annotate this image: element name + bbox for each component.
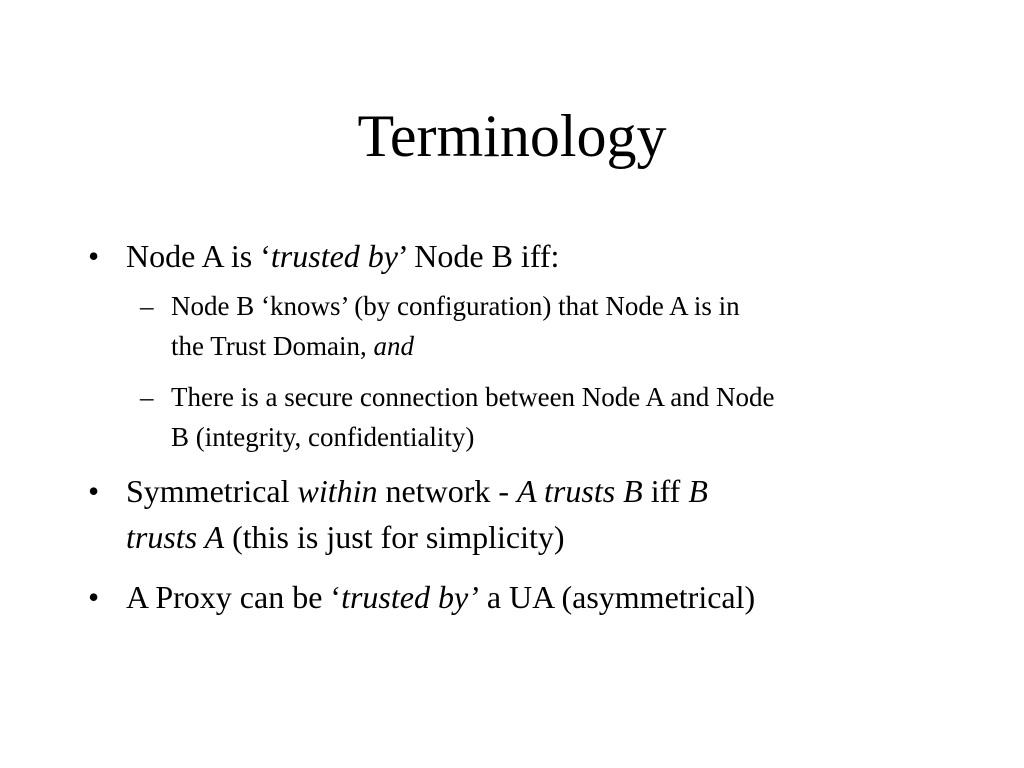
sub-bullet-marker: – xyxy=(140,291,154,321)
bullet-text-segment: a UA (asymmetrical) xyxy=(478,579,756,615)
sub-bullet-marker: – xyxy=(140,382,154,412)
sub-bullet-line: There is a secure connection between Node A and Node xyxy=(171,382,775,412)
bullet-line xyxy=(126,514,906,560)
sub-bullet-line: B (integrity, confidentiality) xyxy=(171,422,475,452)
bullet-text-1 xyxy=(126,233,906,279)
bullet-text-segment: Symmetrical xyxy=(126,473,298,509)
bullet-text-segment: iff xyxy=(642,473,689,509)
sub-bullet-text-segment: the Trust Domain, xyxy=(171,331,374,361)
bullet-text-3 xyxy=(126,574,906,620)
bullet-text-italic-segment: A trusts B xyxy=(517,473,643,509)
sub-bullet-italic-segment: and xyxy=(373,331,415,361)
sub-bullet-line: Node B ‘knows’ (by configuration) that Node A is in xyxy=(171,291,740,321)
bullet-marker: • xyxy=(88,473,100,509)
slide-title: Terminology xyxy=(357,103,667,169)
bullet-text-2 xyxy=(126,468,906,560)
bullet-text-italic-segment: B xyxy=(688,473,708,509)
bullet-text-segment: ’ Node B iff: xyxy=(397,238,560,274)
bullet-text-segment: network - xyxy=(377,473,518,509)
sub-bullet-line xyxy=(171,326,951,366)
sub-bullet-text-1 xyxy=(171,286,951,366)
bullet-text-segment: (this is just for simplicity) xyxy=(224,519,565,555)
bullet-text-italic-segment: trusts A xyxy=(126,519,225,555)
bullet-text-italic-segment: trusted by’ xyxy=(341,579,479,615)
bullet-line xyxy=(126,468,906,514)
bullet-text-segment: A Proxy can be ‘ xyxy=(126,579,342,615)
bullet-text-segment: Node A is ‘ xyxy=(126,238,271,274)
bullet-text-italic-segment: within xyxy=(297,473,378,509)
sub-bullet-text-2 xyxy=(171,377,951,457)
bullet-marker: • xyxy=(88,238,100,274)
bullet-marker: • xyxy=(88,579,100,615)
bullet-text-italic-segment: trusted by xyxy=(270,238,398,274)
